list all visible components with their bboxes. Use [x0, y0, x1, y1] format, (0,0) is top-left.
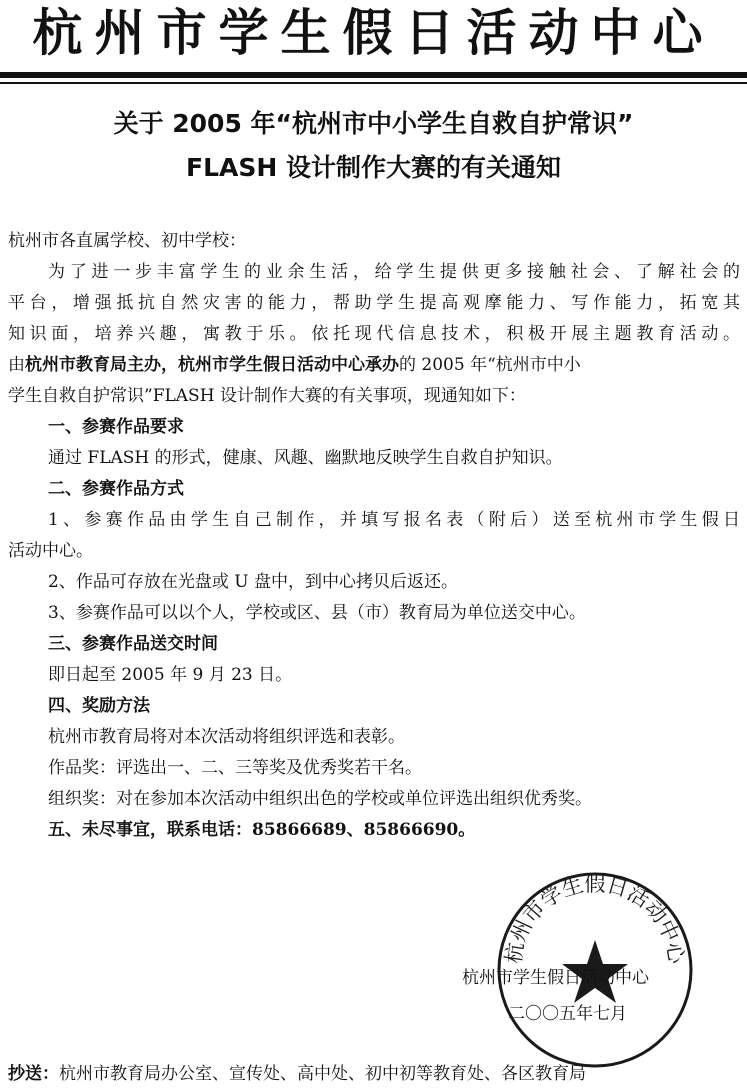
section-item: 2、作品可存放在光盘或 U 盘中，到中心拷贝后返还。 [48, 572, 458, 592]
notice-title-line2: FLASH 设计制作大赛的有关通知 [186, 153, 561, 182]
intro-text: 的 2005 年“杭州市中小 [399, 355, 581, 375]
seal-text: 杭州市学生假日活动中心 [501, 871, 689, 966]
host-text: 杭州市学生假日活动中心承办 [178, 355, 399, 375]
section-item-continued: 活动中心。 [8, 541, 93, 561]
section-item: 1、参赛作品由学生自己制作，并填写报名表（附后）送至杭州市学生假日 [48, 510, 740, 530]
masthead-title: 杭州市学生假日活动中心 [32, 4, 715, 62]
notice-body [8, 226, 740, 846]
intro-line: 知识面，培养兴趣，寓教于乐。依托现代信息技术，积极开展主题教育活动。 [8, 324, 740, 344]
section-text: 通过 FLASH 的形式，健康、风趣、幽默地反映学生自救自护知识。 [48, 448, 563, 468]
cc-recipients: 杭州市教育局办公室、宣传处、高中处、初中初等教育处、各区教育局 [59, 1064, 586, 1084]
signature-date: 二〇〇五年七月 [508, 1004, 627, 1024]
intro-line: 为了进一步丰富学生的业余生活，给学生提供更多接触社会、了解社会的 [48, 262, 740, 282]
intro-line: 学生自救自护常识”FLASH 设计制作大赛的有关事项，现通知如下： [8, 386, 526, 406]
section-text: 杭州市教育局将对本次活动将组织评选和表彰。 [48, 727, 405, 747]
salutation: 杭州市各直属学校、初中学校： [8, 231, 246, 251]
section-heading-3: 三、参赛作品送交时间 [48, 634, 218, 654]
intro-line: 平台，增强抵抗自然灾害的能力，帮助学生提高观摩能力、写作能力，拓宽其 [8, 293, 740, 313]
cc-label: 抄送： [8, 1064, 59, 1084]
section-heading-2: 二、参赛作品方式 [48, 479, 184, 499]
section-text: 作品奖：评选出一、二、三等奖及优秀奖若干名。 [48, 758, 422, 778]
section-text: 组织奖：对在参加本次活动中组织出色的学校或单位评选出组织优秀奖。 [48, 789, 592, 809]
cc-line [8, 1060, 586, 1088]
section-heading-1: 一、参赛作品要求 [48, 417, 184, 437]
signature-org: 杭州市学生假日活动中心 [462, 968, 649, 988]
intro-text: 由 [8, 355, 25, 375]
organizer-text: 杭州市教育局主办， [25, 355, 178, 375]
section-text: 即日起至 2005 年 9 月 23 日。 [48, 665, 293, 685]
section-heading-4: 四、奖励方法 [48, 696, 150, 716]
notice-title-line1: 关于 2005 年“杭州市中小学生自救自护常识” [113, 109, 634, 138]
section-item: 3、参赛作品可以以个人，学校或区、县（市）教育局为单位送交中心。 [48, 603, 586, 623]
section-heading-5: 五、未尽事宜，联系电话：85866689、85866690。 [48, 820, 476, 840]
intro-line [8, 350, 740, 381]
masthead-rule-thin [0, 82, 747, 84]
masthead-rule-thick [0, 72, 747, 78]
